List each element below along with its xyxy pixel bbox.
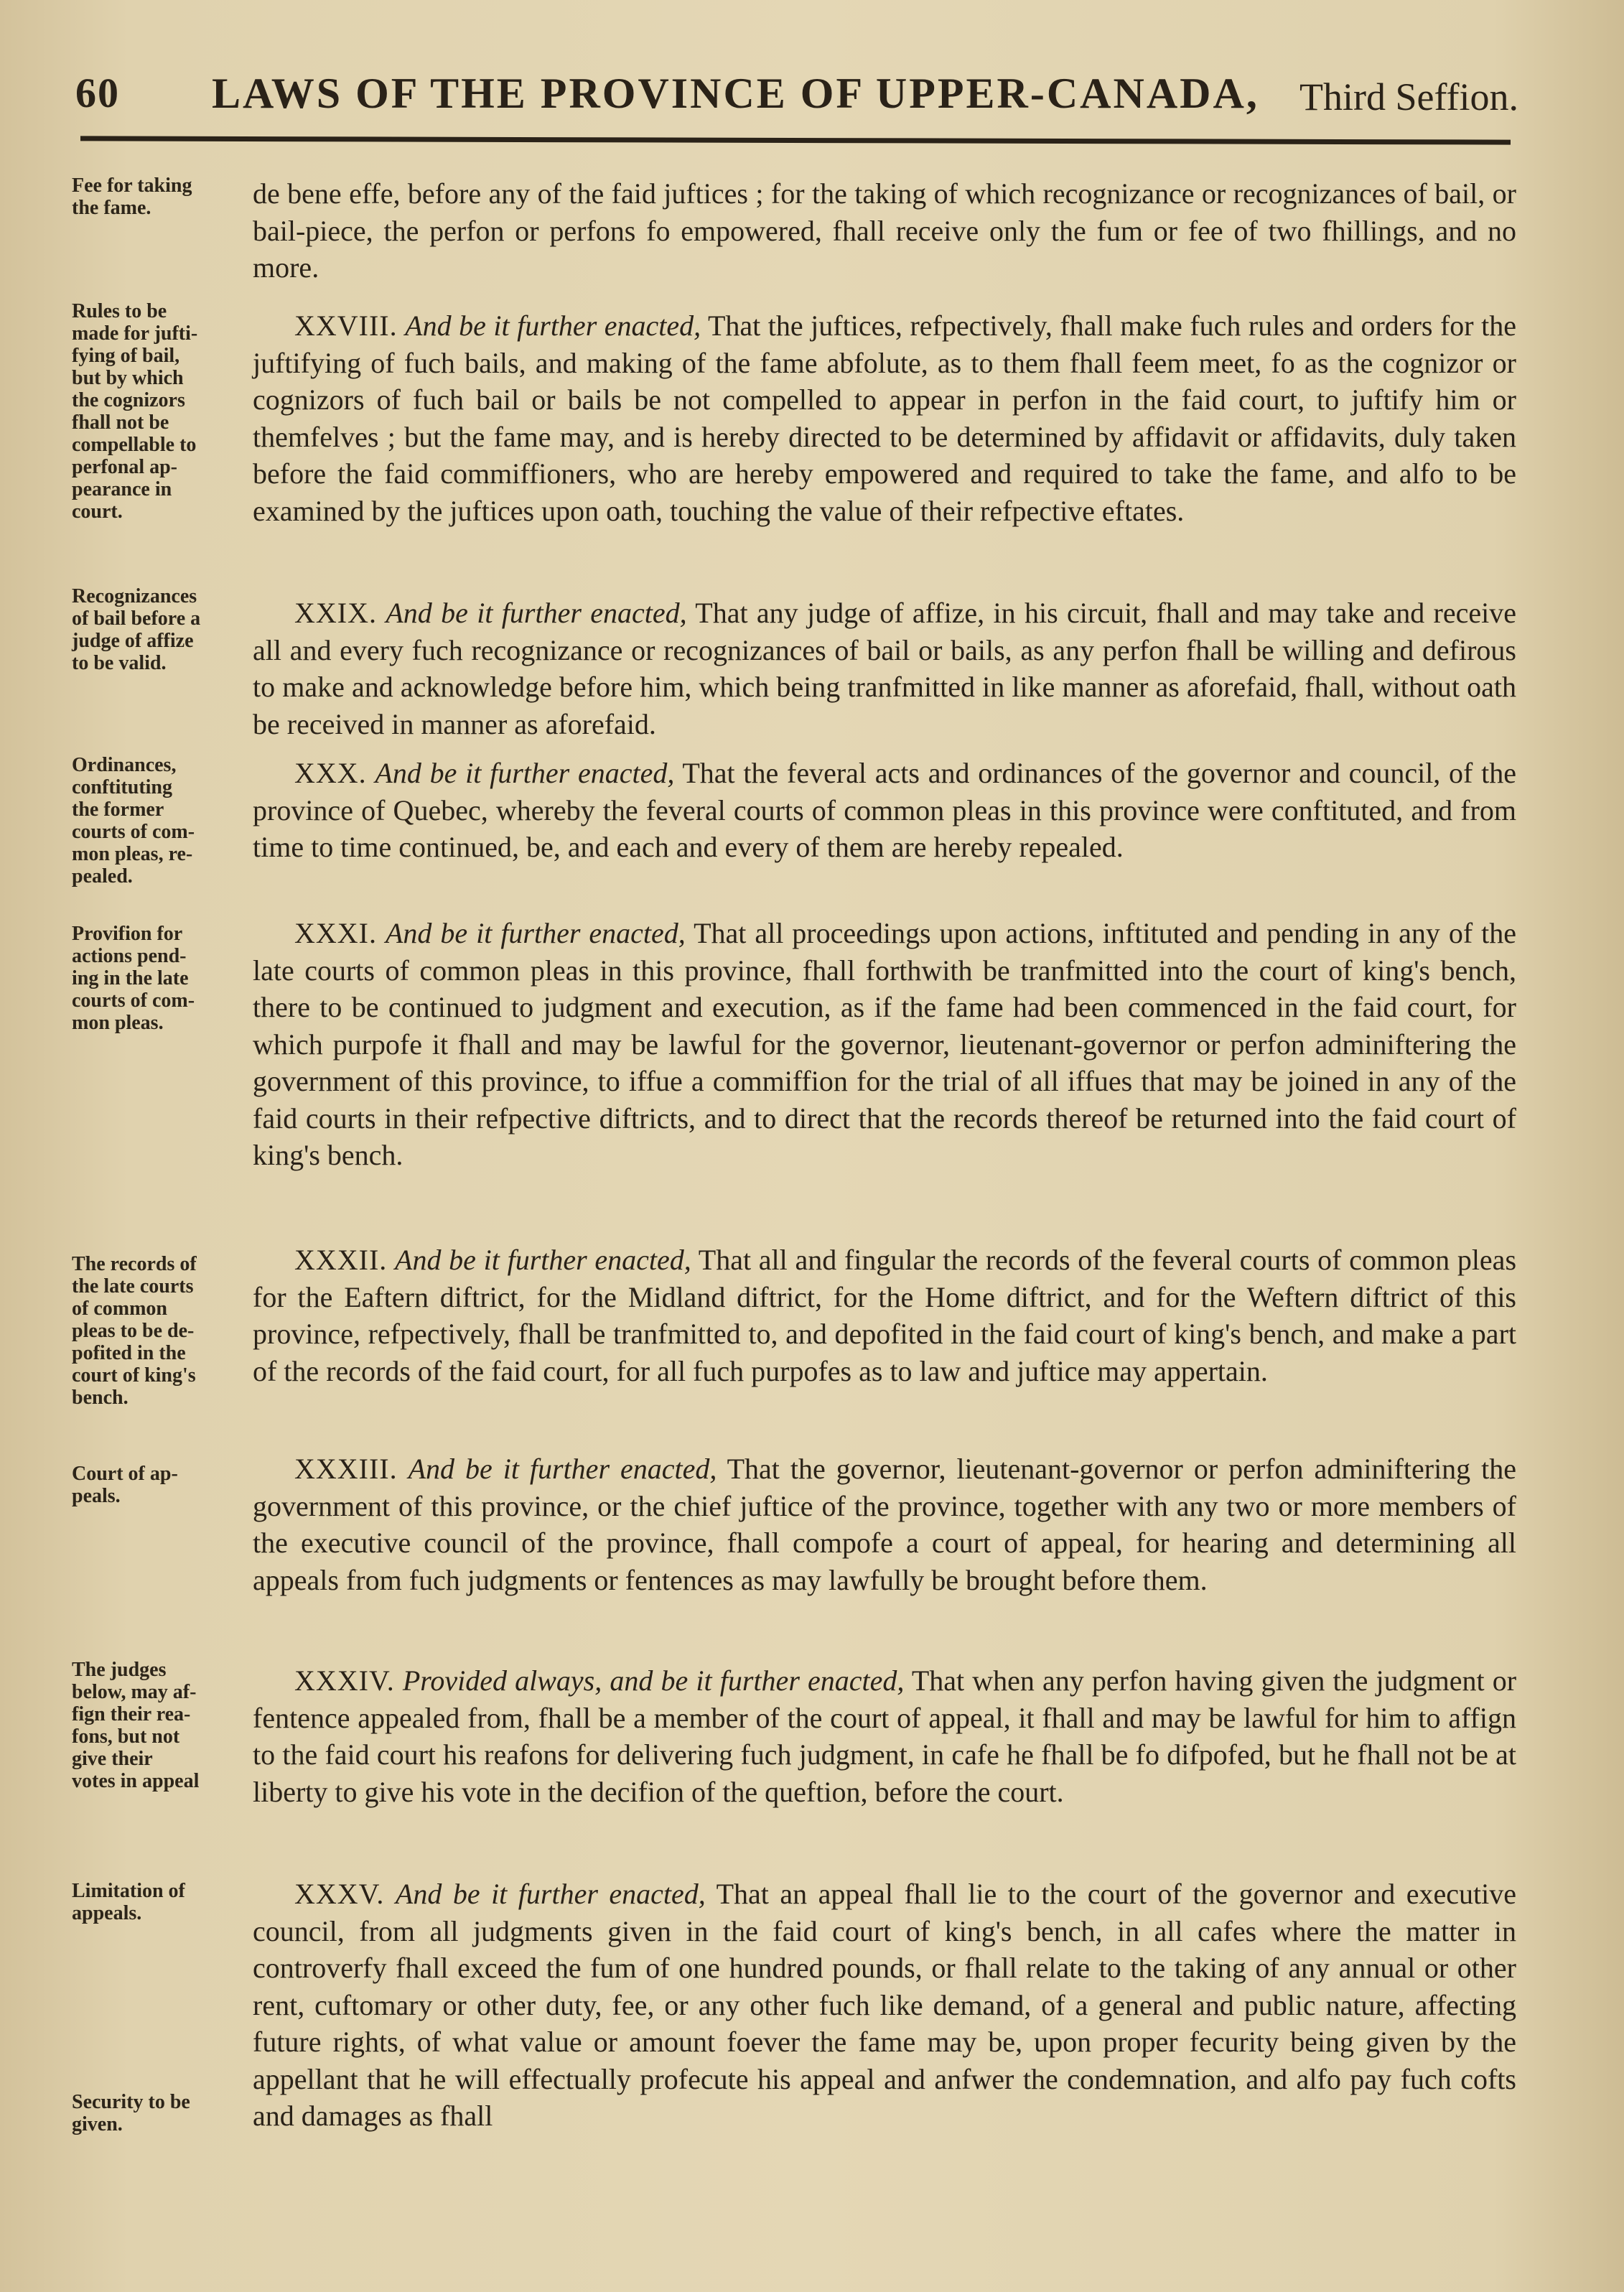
paragraph-text: That all proceedings upon actions, inftituted and pending in any of the late courts of common pleas in this province, fhall forthwith be tranfmitted into the court of king's bench, there to be continued to judgment and execution, as if the fame had been commenced in the faid court, for which purpofe it fhall and may be lawful for the governor, lieutenant-governor or perfon adminiftering the government of this province, to iffue a commiffion for the trial of all iffues that may be joined in any of the faid courts in their refpective diftricts, and to direct that the records thereof be returned into the faid court of king's bench.: [253, 917, 1517, 1171]
section-number: XXX.: [294, 757, 367, 789]
running-title: LAWS OF THE PROVINCE OF UPPER-CANADA,: [212, 70, 1259, 117]
paragraph-text: That an appeal fhall lie to the court of the governor and executive council, from all judgments given in the faid court of king's bench, in all cafes where the matter in controverfy fhall exceed the fum of one hundred pounds, or fhall relate to the taking of any annual or other rent, cuftomary or other duty, fee, or any other fuch like demand, of a general and public nature, affecting future rights, of what value or amount foever the fame may be, upon proper fecurity being given by the appellant that he will effectually profecute his appeal and anfwer the condemnation, and alfo pay fuch cofts and damages as fhall: [253, 1878, 1517, 2132]
enacting-clause: Provided always, and be it further enacted,: [402, 1664, 905, 1697]
enacting-clause: And be it further enacted,: [395, 1878, 706, 1910]
enacting-clause: And be it further enacted,: [385, 917, 686, 949]
margin-note: Fee for taking the fame.: [72, 174, 192, 219]
paragraph-text: That all and fingular the records of the feveral courts of common pleas for the Eaftern diftrict, for the Midland diftrict, for the Home diftrict, and for the Weftern diftrict of this province, refpectively, fhall be tranfmitted to, and depofited in the faid court of king's bench, and make a part of the records of the faid court, for all fuch purpofes as to law and juftice may appertain.: [253, 1244, 1517, 1387]
page-header: [75, 65, 1518, 122]
paragraph: [253, 175, 1516, 286]
enacting-clause: And be it further enacted,: [395, 1244, 691, 1276]
section-number: XXXII.: [294, 1244, 388, 1276]
page-number: 60: [75, 70, 120, 116]
header-rule: [80, 136, 1511, 144]
margin-note: Provifion for actions pend- ing in the late courts of com- mon pleas.: [72, 923, 195, 1034]
paragraph: [253, 1876, 1516, 2135]
section-number: XXXI.: [294, 917, 377, 949]
enacting-clause: And be it further enacted,: [386, 597, 687, 629]
section-number: XXIX.: [294, 597, 377, 629]
session-label: Third Seffion.: [1299, 75, 1518, 118]
paragraph: [253, 307, 1516, 529]
section-number: XXXIV.: [294, 1664, 395, 1697]
paragraph: [253, 595, 1516, 742]
paragraph-text: That any judge of affize, in his circuit, fhall and may take and receive all and every fuch recognizance or recognizances of bail or bails, as any perfon fhall be willing and defirous to make and acknowledge before him, which being tranfmitted in like manner as aforefaid, fhall, without oath be received in manner as aforefaid.: [253, 597, 1517, 740]
margin-note: Limitation of appeals.: [72, 1880, 185, 1924]
section-number: XXVIII.: [294, 309, 398, 342]
paragraph: [253, 1450, 1516, 1598]
paragraph: [253, 1242, 1516, 1389]
section-number: XXXV.: [294, 1878, 385, 1910]
paragraph-text: That the juftices, refpectively, fhall make fuch rules and orders for the juftifying of fuch bails, and making of the fame abfolute, as to them fhall feem meet, fo as the cognizor or cognizors of fuch bail or bails be not compelled to appear in perfon in the faid court, to juftify him or themfelves ; but the fame may, and is hereby directed to be determined by affidavit or affidavits, duly taken before the faid commiffioners, who are hereby empowered and required to take the fame, and alfo to be examined by the juftices upon oath, touching the value of their refpective eftates.: [253, 309, 1517, 527]
enacting-clause: And be it further enacted,: [408, 1453, 717, 1485]
paragraph: [253, 915, 1516, 1174]
paragraph: [253, 755, 1516, 866]
margin-note: Court of ap- peals.: [72, 1463, 178, 1507]
paragraph: [253, 1662, 1516, 1810]
margin-note: Rules to be made for jufti- fying of bail, but by which the cognizors fhall not be compellable to perfonal ap- pearance in court.: [72, 300, 198, 523]
section-number: XXXIII.: [294, 1453, 398, 1485]
margin-note: The records of the late courts of common pleas to be de- pofited in the court of king's bench.: [72, 1253, 197, 1409]
paragraph-text: That when any perfon having given the judgment or fentence appealed from, fhall be a member of the court of appeal, it fhall and may be lawful for him to affign to the faid court his reafons for delivering fuch judgment, in cafe he fhall be fo difpofed, but he fhall not be at liberty to give his vote in the decifion of the queftion, before the court.: [253, 1664, 1517, 1808]
margin-note: Recognizances of bail before a judge of affize to be valid.: [72, 585, 201, 674]
enacting-clause: And be it further enacted,: [405, 309, 701, 342]
enacting-clause: And be it further enacted,: [375, 757, 675, 789]
margin-note: Ordinances, conftituting the former courts of com- mon pleas, re- pealed.: [72, 754, 195, 888]
paragraph-text: de bene effe, before any of the faid juftices ; for the taking of which recognizance or recognizances of bail, or bail-piece, the perfon or perfons fo empowered, fhall receive only the fum or fee of two fhillings, and no more.: [253, 177, 1516, 284]
margin-note: The judges below, may af- fign their rea- fons, but not give their votes in appeal: [72, 1659, 200, 1792]
margin-note-security: Security to be given.: [72, 2091, 190, 2135]
paragraph-text: That the feveral acts and ordinances of the governor and council, of the province of Quebec, whereby the feveral courts of common pleas in this province were conftituted, and from time to time continued, be, and each and every of them are hereby repealed.: [253, 757, 1516, 863]
paragraph-text: That the governor, lieutenant-governor or perfon adminiftering the government of this province, or the chief juftice of the province, together with any two or more members of the executive council of the province, fhall compofe a court of appeal, for hearing and determining all appeals from fuch judgments or fentences as may lawfully be brought before them.: [253, 1453, 1517, 1596]
